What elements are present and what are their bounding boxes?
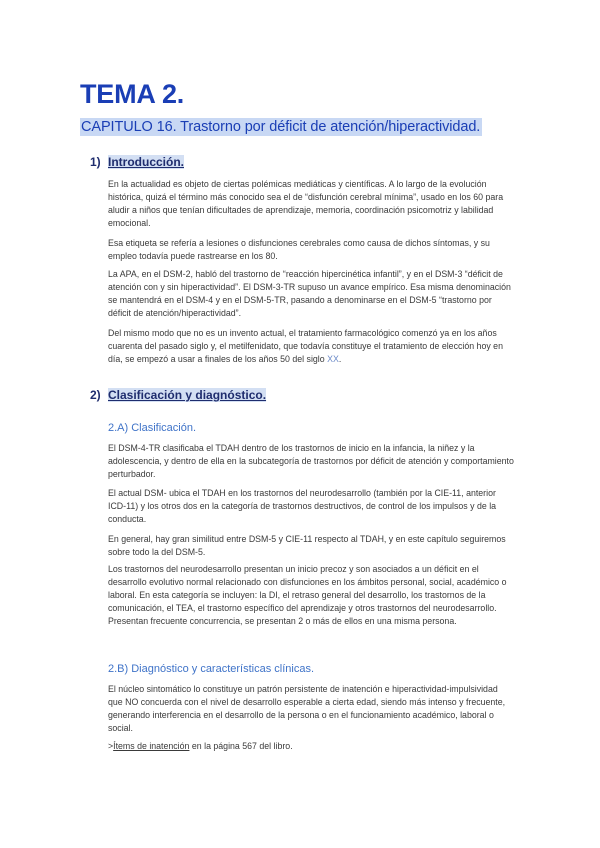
reference-arrow: > bbox=[108, 741, 114, 751]
section-heading-introduccion bbox=[90, 155, 184, 170]
paragraph: La APA, en el DSM-2, habló del trastorno de “reacción hipercinética infantil”, y en el DSM-3 “déficit de atención con y sin hiperactividad”. El DSM-3-TR supuso un avance empírico. Esa misma denominación se mantendrá en el DSM-4 y en el DSM-5-TR, pasando a denominarse en el DSM-5 “trastorno por déficit de atención/hiperactividad”. bbox=[108, 269, 511, 318]
century-numeral: XX bbox=[327, 353, 339, 364]
paragraph: Los trastornos del neurodesarrollo presentan un inicio precoz y son asociados a un déficit en el desarrollo evolutivo normal relacionado con disfunciones en los ámbitos personal, social, académico o laboral. En esta categoría se incluyen: la DI, el retraso general del desarrollo, los trastornos de la comunicación, el TEA, el trastorno específico del aprendizaje y otros trastornos del neurodesarrollo. Presentan frecuente concurrencia, se presentan 2 o más de ellos en una misma persona. bbox=[108, 564, 507, 626]
paragraph-text: Del mismo modo que no es un invento actual, el tratamiento farmacológico comenzó ya en los años cuarenta del pasado siglo y, el metilfenidato, que todavía constituye el tratamiento de elección hoy en día, se empezó a usar a finales de los años 50 del siglo bbox=[108, 328, 503, 364]
section-number: 1) bbox=[90, 155, 101, 169]
paragraph-end: . bbox=[338, 353, 342, 364]
paragraph: El DSM-4-TR clasificaba el TDAH dentro de los trastornos de inicio en la infancia, la niñez y la adolescencia, y dentro de ella en la subcategoría de trastornos por déficit de atención y comportamiento perturbador. bbox=[108, 443, 514, 479]
subsection-heading-clasificacion: 2.A) Clasificación. bbox=[108, 422, 197, 434]
paragraph: El núcleo sintomático lo constituye un patrón persistente de inatención e hiperactividad-impulsividad que NO concuerda con el nivel de desarrollo esperable a cierta edad, siendo más intenso y frecuente, generando interferencia en el desarrollo de la persona o en el funcionamiento académico, laboral o social. bbox=[108, 684, 506, 733]
reference-line bbox=[108, 740, 514, 753]
paragraph: El actual DSM- ubica el TDAH en los trastornos del neurodesarrollo (también por la CIE-11, anterior ICD-11) y los otros dos en la categoría de trastornos destructivos, de control de los impulsos y de la conducta. bbox=[108, 488, 497, 524]
items-inatencion-link[interactable]: Ítems de inatención bbox=[113, 741, 190, 751]
paragraph: En general, hay gran similitud entre DSM-5 y CIE-11 respecto al TDAH, y en este capítulo seguiremos sobre todo la del DSM-5. bbox=[108, 534, 506, 557]
section-title: Introducción. bbox=[108, 155, 184, 169]
page-title: TEMA 2. bbox=[80, 79, 185, 109]
chapter-title: CAPITULO 16. Trastorno por déficit de atención/hiperactividad. bbox=[81, 119, 481, 135]
reference-text: en la página 567 del libro. bbox=[189, 741, 293, 751]
paragraph: En la actualidad es objeto de ciertas polémicas mediáticas y científicas. A lo largo de la evolución histórica, quizá el término más conocido sea el de “disfunción cerebral mínima”, usado en los 60 para aludir a niños que tenían dificultades de aprendizaje, memoria, coordinación psicomotriz y labilidad emocional. bbox=[108, 179, 504, 228]
section-number: 2) bbox=[90, 388, 101, 402]
subsection-heading-diagnostico: 2.B) Diagnóstico y características clínicas. bbox=[108, 663, 315, 675]
paragraph bbox=[108, 327, 514, 366]
section-heading-clasificacion bbox=[90, 388, 266, 403]
section-title: Clasificación y diagnóstico. bbox=[108, 388, 267, 402]
paragraph: Esa etiqueta se refería a lesiones o disfunciones cerebrales como causa de dichos síntomas, y su empleo todavía puede rastrearse en los 80. bbox=[108, 238, 490, 261]
